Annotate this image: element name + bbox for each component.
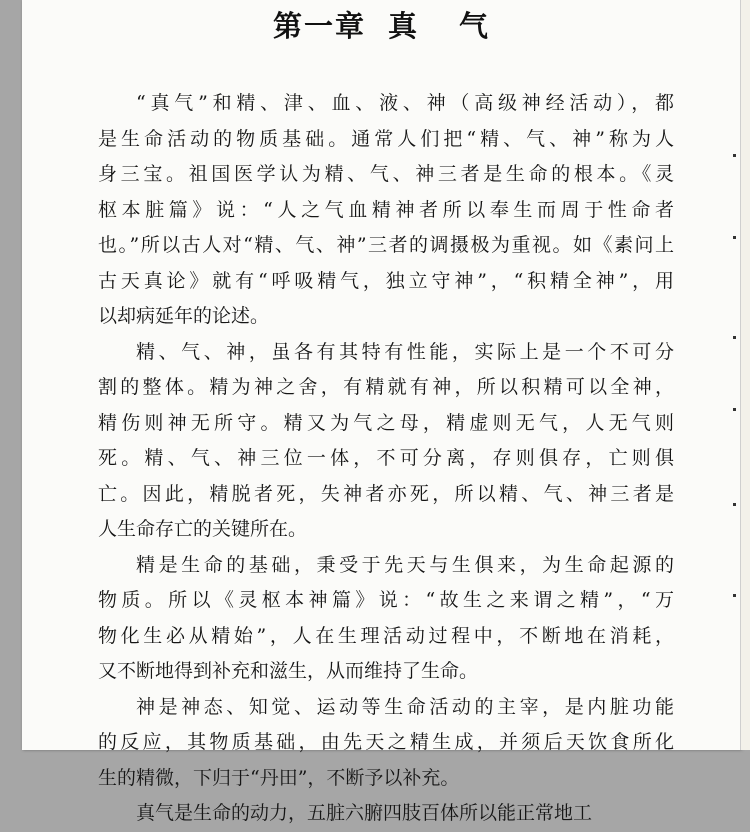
paragraph [98, 796, 674, 832]
page-edge-strip [740, 0, 750, 750]
text-line: 的反应，其物质基础，由先天之精生成，并须后天饮食所化 [98, 731, 674, 753]
text-line: 真气是生命的动力，五脏六腑四肢百体所以能正常地工 [136, 802, 593, 824]
text-line: 死。精、气、神三位一体，不可分离，存则俱存，亡则俱 [98, 447, 674, 469]
edge-mark [733, 594, 736, 597]
edge-mark [733, 408, 736, 411]
text-line: 生的精微，下归于“丹田”，不断予以补充。 [98, 766, 460, 789]
text-line: 神是神态、知觉、运动等生命活动的主宰，是内脏功能 [136, 695, 674, 718]
text-line: 割的整体。精为神之舍，有精就有神，所以积精可以全神， [98, 376, 674, 398]
text-line: 物质。所以《灵枢本神篇》说：“故生之来谓之精”，“万 [98, 589, 674, 611]
text-line: “真气”和精、津、血、液、神（高级神经活动），都 [136, 92, 674, 114]
text-line: 古天真论》就有“呼吸精气，独立守神”，“积精全神”，用 [98, 269, 674, 292]
text-line: 精伤则神无所守。精又为气之母，精虚则无气，人无气则 [98, 411, 674, 434]
text-line: 精是生命的基础，秉受于先天与生俱来，为生命起源的 [136, 553, 674, 576]
chapter-title-part-2: 气 [459, 9, 491, 43]
body-text [98, 86, 674, 832]
paragraph [98, 335, 674, 548]
text-line: 身三宝。祖国医学认为精、气、神三者是生命的根本。《灵 [98, 163, 674, 185]
text-line: 亡。因此，精脱者死，失神者亦死，所以精、气、神三者是 [98, 482, 674, 505]
paragraph [98, 548, 674, 690]
chapter-title [22, 4, 741, 45]
text-line: 人生命存亡的关键所在。 [98, 518, 308, 540]
text-line: 精、气、神，虽各有其特有性能，实际上是一个不可分 [136, 340, 674, 363]
edge-mark [733, 336, 736, 339]
edge-mark [733, 154, 736, 157]
text-line: 又不断地得到补充和滋生，从而维持了生命。 [98, 660, 479, 682]
text-line: 也。”所以古人对“精、气、神”三者的调摄极为重视。如《素问上 [98, 234, 674, 256]
text-line: 是生命活动的物质基础。通常人们把“精、气、神”称为人 [98, 127, 674, 150]
paragraph [98, 86, 674, 335]
chapter-title-part-1: 真 [387, 9, 419, 43]
text-line: 枢本脏篇》说：“人之气血精神者所以奉生而周于性命者 [98, 198, 674, 221]
paragraph [98, 690, 674, 797]
document-page [22, 0, 741, 824]
chapter-number: 第一章 [272, 9, 366, 43]
text-line: 物化生必从精始”，人在生理活动过程中，不断地在消耗， [98, 624, 674, 647]
edge-mark [733, 503, 736, 506]
edge-mark [733, 236, 736, 239]
text-line: 以却病延年的论述。 [98, 305, 270, 327]
